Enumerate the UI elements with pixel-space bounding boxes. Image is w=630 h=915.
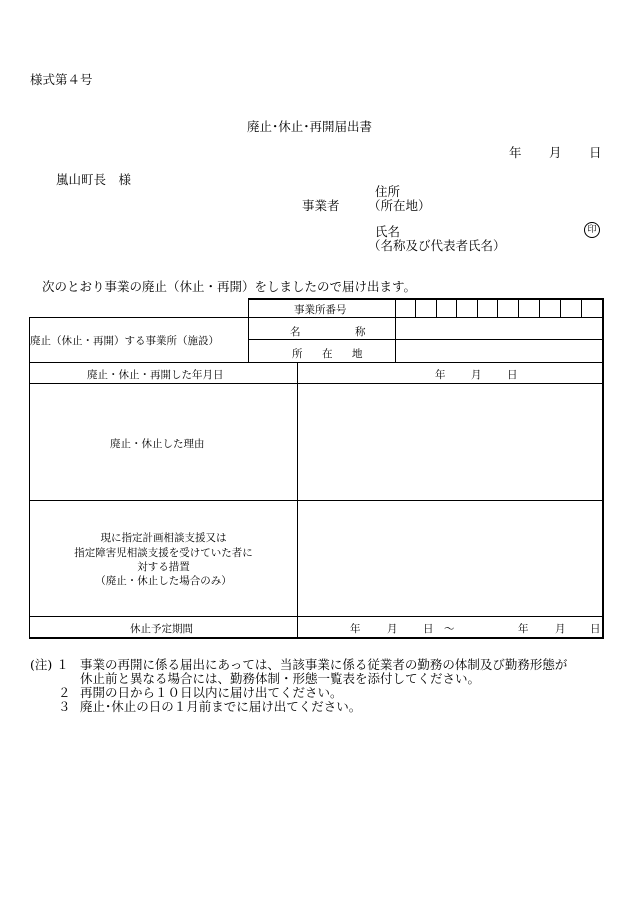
addressee: 嵐山町長 様 bbox=[56, 172, 132, 187]
measures-line-3: 対する措置 bbox=[137, 561, 190, 573]
note-3-number: ３ bbox=[58, 699, 71, 714]
date-row-day: 日 bbox=[507, 369, 518, 381]
name-label: 氏名 bbox=[375, 224, 401, 239]
page-title: 廃止･休止･再開届出書 bbox=[247, 119, 373, 134]
facility-label: 廃止（休止・再開）する事業所（施設） bbox=[30, 335, 219, 347]
office-number-label: 事業所番号 bbox=[294, 304, 347, 316]
note-2-number: ２ bbox=[58, 685, 71, 700]
reason-label: 廃止・休止した理由 bbox=[110, 438, 205, 450]
date-row-month: 月 bbox=[471, 369, 482, 381]
period-month-1: 月 bbox=[387, 623, 398, 635]
date-day: 日 bbox=[589, 145, 602, 160]
date-row-year: 年 bbox=[435, 369, 446, 381]
name-sub: （名称及び代表者氏名） bbox=[368, 238, 506, 253]
facility-name-label-2: 称 bbox=[355, 326, 366, 338]
period-label: 休止予定期間 bbox=[130, 623, 193, 635]
measures-line-1: 現に指定計画相談支援又は bbox=[100, 532, 227, 544]
date-row-label: 廃止・休止・再開した年月日 bbox=[87, 369, 224, 381]
date-month: 月 bbox=[549, 145, 562, 160]
period-year-1: 年 bbox=[350, 623, 361, 635]
period-month-2: 月 bbox=[555, 623, 566, 635]
seal-mark: 印 bbox=[584, 222, 600, 238]
note-1-line-1: 事業の再開に係る届出にあっては、当該事業に係る従業者の勤務の体制及び勤務形態が bbox=[80, 657, 568, 672]
note-2: 再開の日から１０日以内に届け出てください。 bbox=[80, 685, 343, 700]
facility-name-label-1: 名 bbox=[290, 326, 301, 338]
address-sub: （所在地） bbox=[368, 198, 431, 213]
note-1-line-2: 休止前と異なる場合には、勤務体制・形態一覧表を添付してください。 bbox=[80, 671, 481, 686]
measures-line-2: 指定障害児相談支援を受けていた者に bbox=[74, 547, 253, 559]
period-day-1: 日 bbox=[423, 623, 434, 635]
period-day-2: 日 bbox=[590, 623, 601, 635]
period-year-2: 年 bbox=[518, 623, 529, 635]
measures-line-4: （廃止・休止した場合のみ） bbox=[95, 575, 232, 587]
note-3: 廃止･休止の日の１月前までに届け出てください。 bbox=[80, 699, 362, 714]
period-tilde: ～ bbox=[444, 623, 455, 635]
address-label: 住所 bbox=[375, 184, 401, 199]
intro-text: 次のとおり事業の廃止（休止・再開）をしましたので届け出ます。 bbox=[42, 279, 417, 294]
form-number: 様式第４号 bbox=[30, 72, 93, 87]
date-year: 年 bbox=[509, 145, 522, 160]
notes-prefix: (注) １ bbox=[30, 657, 69, 672]
facility-location-label-2: 在 bbox=[322, 348, 333, 360]
facility-location-label-1: 所 bbox=[292, 348, 303, 360]
facility-location-label-3: 地 bbox=[352, 348, 363, 360]
applicant-label: 事業者 bbox=[302, 198, 340, 213]
